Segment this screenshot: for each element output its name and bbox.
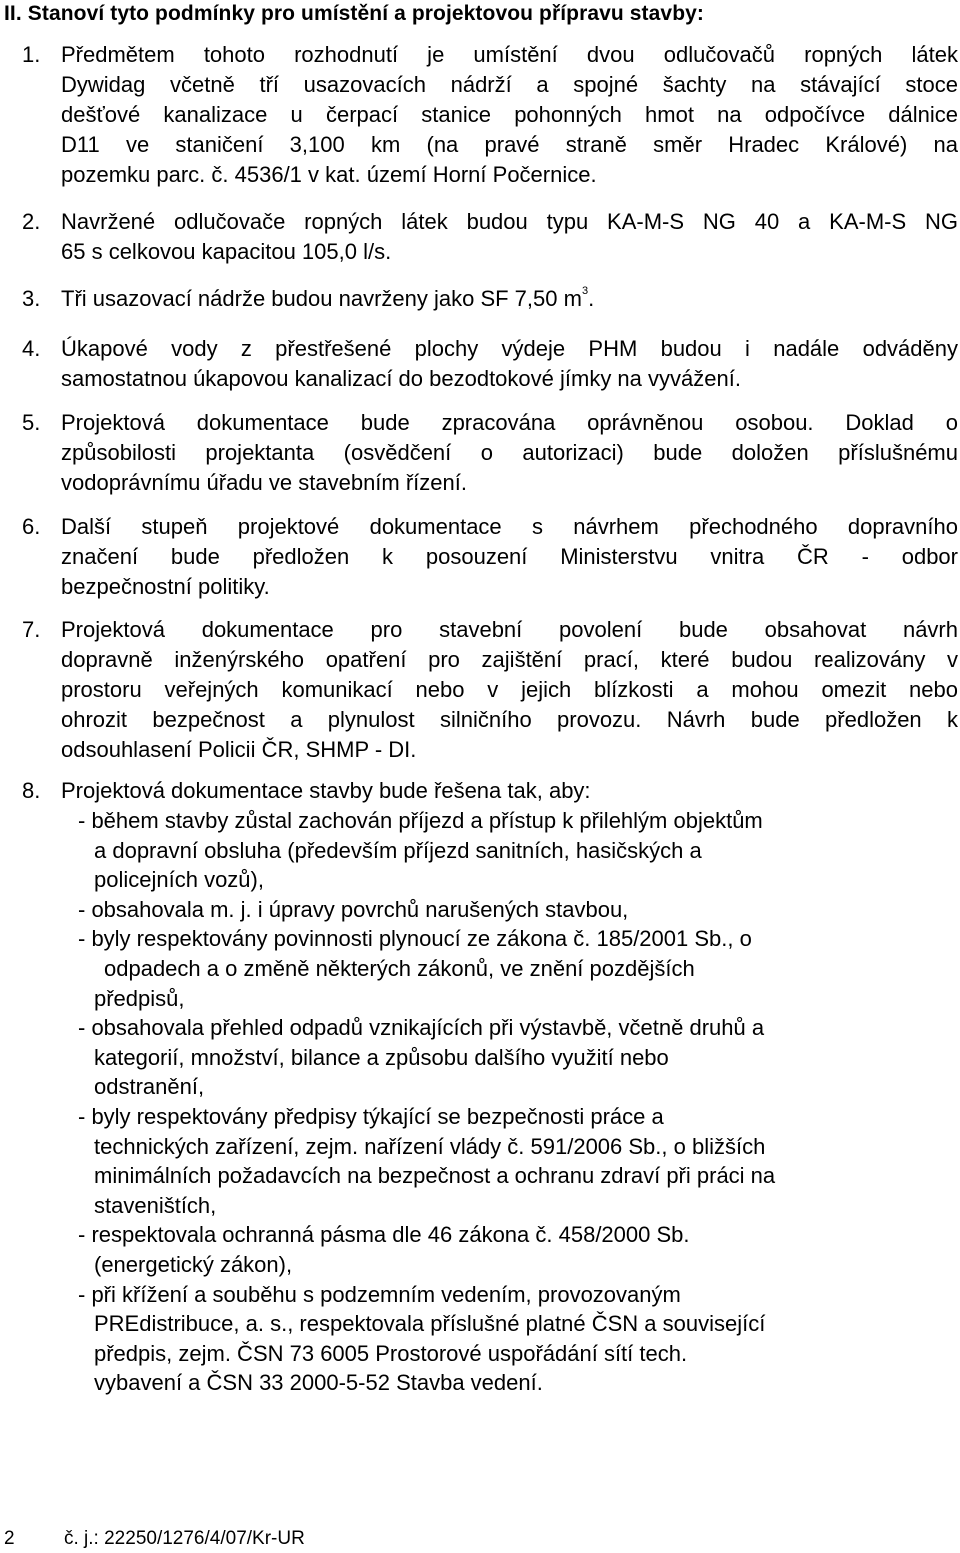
text-line: Projektová dokumentace bude zpracována oprávněnou osobou. Doklad o: [61, 410, 958, 435]
text-line: značení bude předložen k posouzení Ministerstvu vnitra ČR - odbor: [61, 544, 958, 569]
text-line: [61, 284, 958, 314]
sub-list-line: kategorií, množství, bilance a způsobu dalšího využití nebo: [94, 1044, 669, 1070]
sub-list-line: - obsahovala m. j. i úpravy povrchů narušených stavbou,: [78, 896, 629, 922]
text-line: D11 ve staničení 3,100 km (na pravé straně směr Hradec Králové) na: [61, 132, 958, 157]
sub-list-line: technických zařízení, zejm. nařízení vlády č. 591/2006 Sb., o bližších: [94, 1133, 766, 1159]
item-number: 7.: [22, 617, 41, 642]
reference-number: č. j.: 22250/1276/4/07/Kr-UR: [64, 1528, 305, 1549]
sub-list-line: - při křížení a souběhu s podzemním vedením, provozovaným: [78, 1281, 681, 1307]
item-text: [61, 284, 958, 314]
sub-list-line: - respektovala ochranná pásma dle 46 zákona č. 458/2000 Sb.: [78, 1222, 690, 1248]
item-text: [61, 512, 958, 602]
text-line: Projektová dokumentace stavby bude řešena tak, aby:: [61, 778, 591, 803]
text-line: Další stupeň projektové dokumentace s návrhem přechodného dopravního: [61, 514, 958, 539]
item-text: [61, 40, 958, 190]
sub-list-line: PREdistribuce, a. s., respektovala příslušné platné ČSN a související: [94, 1311, 766, 1337]
sub-list-line: předpisů,: [94, 985, 185, 1011]
sub-list-line: - během stavby zůstal zachován příjezd a přístup k přilehlým objektům: [78, 808, 763, 833]
text-line: samostatnou úkapovou kanalizací do bezodtokové jímky na vyvážení.: [61, 366, 741, 391]
text-line: Úkapové vody z přestřešené plochy výdeje PHM budou i nadále odváděny: [61, 336, 958, 361]
item-text: [61, 408, 958, 498]
item-number: 4.: [22, 336, 41, 361]
item-text: [61, 615, 958, 765]
text-line: pozemku parc. č. 4536/1 v kat. území Horní Počernice.: [61, 162, 597, 187]
sub-list-line: vybavení a ČSN 33 2000-5-52 Stavba vedení.: [94, 1370, 543, 1396]
text-line: Předmětem tohoto rozhodnutí je umístění dvou odlučovačů ropných látek: [61, 42, 958, 67]
text-line: způsobilosti projektanta (osvědčení o autorizaci) bude doložen příslušnému: [61, 440, 958, 465]
text-line: Projektová dokumentace pro stavební povolení bude obsahovat návrh: [61, 617, 958, 642]
text-line: dešťové kanalizace u čerpací stanice pohonných hmot na odpočívce dálnice: [61, 102, 958, 127]
item-number: 5.: [22, 410, 41, 435]
text-line: 65 s celkovou kapacitou 105,0 l/s.: [61, 239, 392, 264]
sub-list: [78, 806, 775, 1398]
text-line: prostoru veřejných komunikací nebo v jejich blízkosti a mohou omezit nebo: [61, 677, 958, 702]
item-number: 6.: [22, 514, 41, 539]
item-number: 1.: [22, 42, 41, 67]
item-number: 8.: [22, 778, 41, 803]
page-number: 2: [4, 1528, 15, 1549]
sub-list-line: minimálních požadavcích na bezpečnost a ochranu zdraví při práci na: [94, 1163, 776, 1189]
sub-list-line: odstranění,: [94, 1074, 205, 1100]
item-number: 3.: [22, 286, 41, 311]
sub-list-line: staveništích,: [94, 1192, 217, 1218]
sub-list-line: - byly respektovány povinnosti plynoucí ze zákona č. 185/2001 Sb., o: [78, 926, 752, 952]
sub-list-line: - obsahovala přehled odpadů vznikajících při výstavbě, včetně druhů a: [78, 1015, 765, 1041]
text-line: ohrozit bezpečnost a plynulost silničního provozu. Návrh bude předložen k: [61, 707, 958, 732]
text-line: dopravně inženýrského opatření pro zajištění prací, které budou realizovány v: [61, 647, 958, 672]
text-line: odsouhlasení Policii ČR, SHMP - DI.: [61, 737, 417, 762]
item-text: [61, 334, 958, 394]
sub-list-line: předpis, zejm. ČSN 73 6005 Prostorové uspořádání sítí tech.: [94, 1340, 688, 1366]
text-line: vodoprávnímu úřadu ve stavebním řízení.: [61, 470, 467, 495]
text-line: Navržené odlučovače ropných látek budou typu KA-M-S NG 40 a KA-M-S NG: [61, 209, 958, 234]
text-run: .: [588, 286, 595, 311]
text-run: Tři usazovací nádrže budou navrženy jako SF 7,50 m: [61, 286, 582, 311]
item-number: 2.: [22, 209, 41, 234]
text-line: bezpečnostní politiky.: [61, 574, 270, 599]
superscript-unit: 3: [581, 285, 589, 297]
item-text: [61, 776, 958, 806]
sub-list-line: policejních vozů),: [94, 867, 264, 893]
page-footer: [4, 1528, 305, 1550]
text-line: Dywidag včetně tří usazovacích nádrží a spojné šachty na stávající stoce: [61, 72, 958, 97]
item-text: [61, 207, 958, 267]
section-heading: II. Stanoví tyto podmínky pro umístění a projektovou přípravu stavby:: [4, 2, 705, 25]
sub-list-line: (energetický zákon),: [94, 1251, 293, 1277]
sub-list-line: odpadech a o změně některých zákonů, ve znění pozdějších: [104, 955, 695, 981]
sub-list-line: a dopravní obsluha (především příjezd sanitních, hasičských a: [94, 837, 702, 863]
sub-list-line: - byly respektovány předpisy týkající se bezpečnosti práce a: [78, 1103, 664, 1129]
